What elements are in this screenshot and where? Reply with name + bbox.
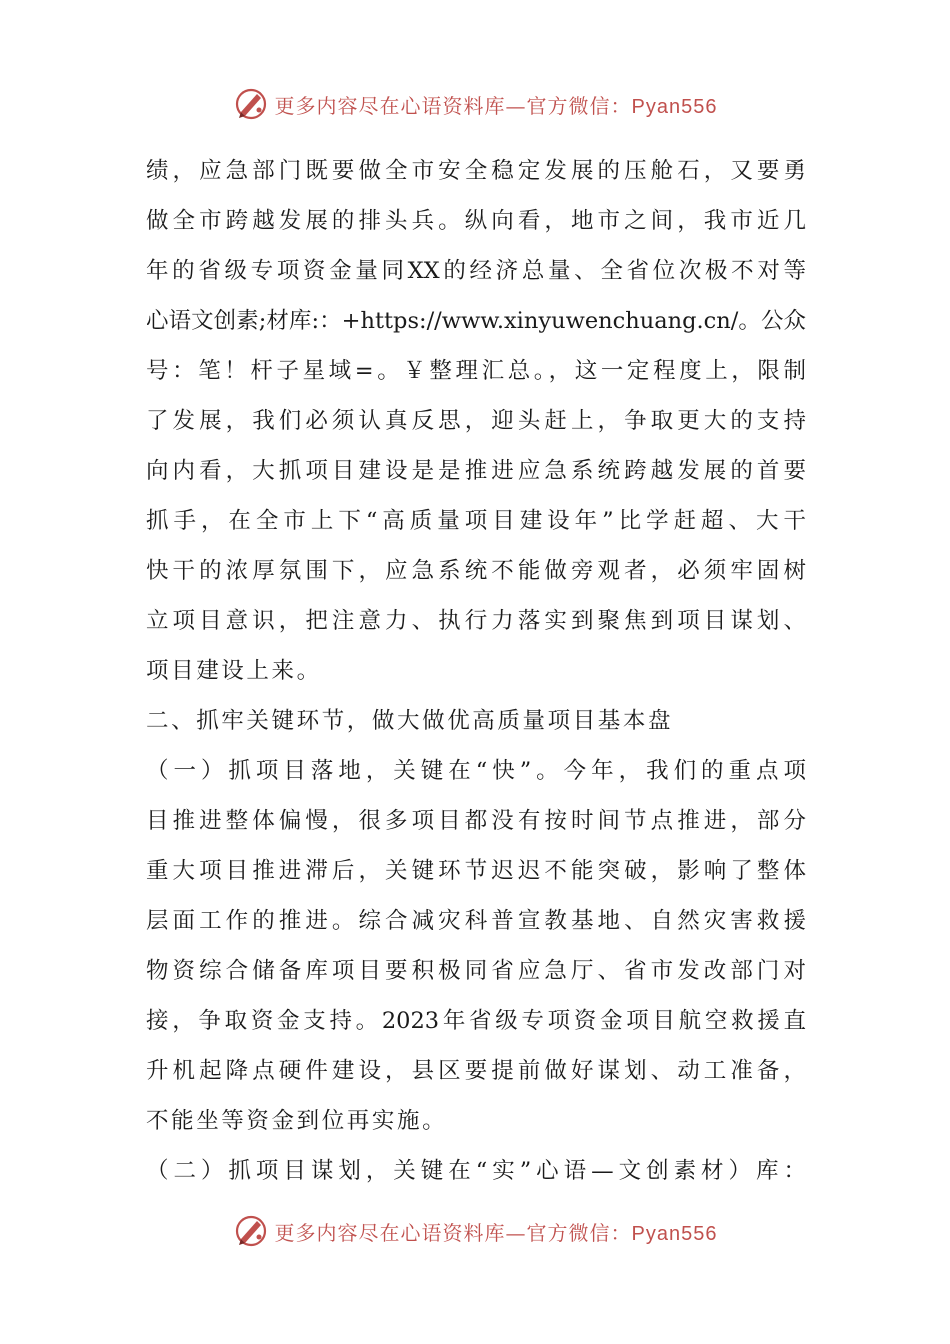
text-line-10: 立项目意识，把注意力、执行力落实到聚焦到项目谋划、	[146, 608, 806, 634]
text-line-21: （二）抓项目谋划，关键在“实”心语—文创素材）库：	[146, 1158, 806, 1184]
text-line-11: 项目建设上来。	[146, 658, 322, 684]
text-line-5: 号：笔！杆子星域=。￥整理汇总。，这一定程度上，限制	[146, 358, 806, 384]
body-text	[146, 146, 806, 1196]
text-line-19: 升机起降点硬件建设，县区要提前做好谋划、动工准备，	[146, 1058, 806, 1084]
text-line-6: 了发展，我们必须认真反思，迎头赶上，争取更大的支持	[146, 408, 806, 434]
footer-banner-wechat: Pyan556	[631, 1222, 718, 1245]
text-line-15: 重大项目推进滞后，关键环节迟迟不能突破，影响了整体	[146, 858, 806, 884]
header-banner	[0, 84, 950, 124]
footer-banner-label: 更多内容尽在心语资料库—官方微信：	[274, 1220, 632, 1245]
text-line-8: 抓手，在全市上下“高质量项目建设年”比学赶超、大干	[146, 508, 806, 534]
footer-banner-text	[275, 1217, 718, 1246]
header-banner-wechat: Pyan556	[631, 95, 718, 118]
text-line-20: 不能坐等资金到位再实施。	[146, 1108, 448, 1134]
pen-logo-icon	[233, 86, 269, 122]
text-line-1: 绩，应急部门既要做全市安全稳定发展的压舱石，又要勇	[146, 158, 806, 184]
pen-logo-icon	[233, 1213, 269, 1249]
text-line-7: 向内看，大抓项目建设是是推进应急系统跨越发展的首要	[146, 458, 806, 484]
text-line-3: 年的省级专项资金量同XX的经济总量、全省位次极不对等	[146, 258, 806, 284]
text-line-2: 做全市跨越发展的排头兵。纵向看，地市之间，我市近几	[146, 208, 806, 234]
text-line-9: 快干的浓厚氛围下，应急系统不能做旁观者，必须牢固树	[146, 558, 806, 584]
text-line-17: 物资综合储备库项目要积极同省应急厅、省市发改部门对	[146, 958, 806, 984]
header-banner-text	[275, 90, 718, 119]
text-line-14: 目推进整体偏慢，很多项目都没有按时间节点推进，部分	[146, 808, 806, 834]
text-line-13: （一）抓项目落地，关键在“快”。今年，我们的重点项	[146, 758, 806, 784]
footer-banner	[0, 1211, 950, 1251]
section-heading: 二、抓牢关键环节，做大做优高质量项目基本盘	[146, 708, 674, 734]
text-line-4: 心语文创素;材库:：+https://www.xinyuwenchuang.cn/。公众	[146, 308, 806, 334]
text-line-16: 层面工作的推进。综合减灾科普宣教基地、自然灾害救援	[146, 908, 806, 934]
text-line-18: 接，争取资金支持。2023年省级专项资金项目航空救援直	[146, 1008, 806, 1034]
header-banner-label: 更多内容尽在心语资料库—官方微信：	[274, 93, 632, 118]
